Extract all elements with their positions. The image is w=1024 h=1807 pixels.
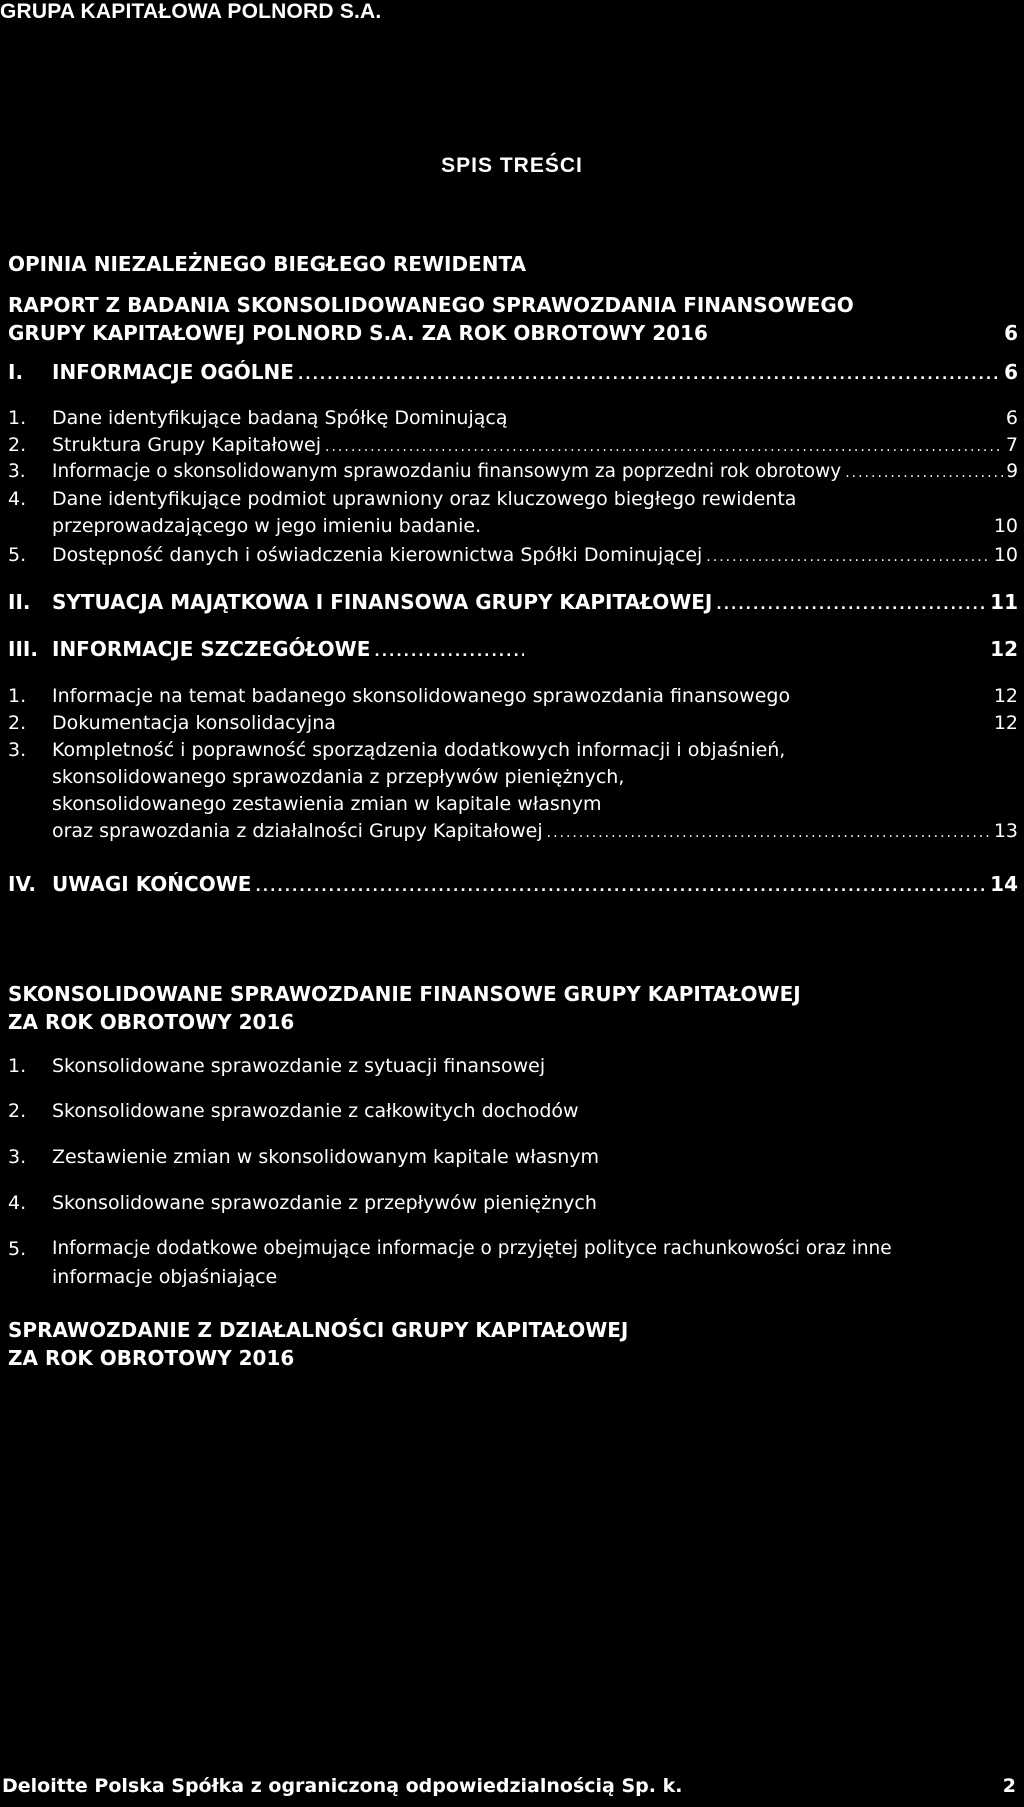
item-number: 5. [8,544,27,566]
toc-item [8,407,1018,429]
item-title: Zestawienie zmian w skonsolidowanym kapitale własnym [52,1146,600,1168]
page-number: 12 [993,685,1018,707]
item-title-line1: Informacje dodatkowe obejmujące informacje o przyjętej polityce rachunkowości oraz inne [52,1238,892,1259]
page-number: 10 [993,544,1018,566]
page-number: 11 [990,590,1018,614]
item-number: 2. [8,1100,27,1122]
dot-leader [255,879,987,895]
item-number: 1. [8,685,27,707]
report-heading-line2: GRUPY KAPITAŁOWEJ POLNORD S.A. ZA ROK OBROTOWY 2016 [8,321,708,345]
item-title-line1: Dane identyfikujące podmiot uprawniony oraz kluczowego biegłego rewidenta [52,488,797,510]
toc-section-4 [8,872,1018,896]
toc-section-1 [8,360,1018,384]
dot-leader [716,597,987,613]
statements-heading-line2: ZA ROK OBROTOWY 2016 [8,1010,295,1034]
item-number: 3. [8,739,27,761]
dot-leader [298,367,1001,383]
dot-leader [845,465,1003,481]
item-title-line2: przeprowadzającego w jego imieniu badanie. [52,515,482,537]
dot-leader [547,825,991,841]
page-number: 9 [1006,461,1018,482]
report-heading-line1: RAPORT Z BADANIA SKONSOLIDOWANEGO SPRAWOZDANIA FINANSOWEGO [8,293,854,317]
page-number: 6 [1004,360,1018,384]
toc-section-3 [8,637,1018,661]
section-title: UWAGI KOŃCOWE [52,872,252,896]
toc-section-2 [8,590,1018,614]
report-heading-line2-row [8,321,1018,345]
page-number: 12 [993,712,1018,734]
section-number: II. [8,590,31,614]
item-title: Dane identyfikujące badaną Spółkę Dominującą [52,407,508,429]
item-number: 1. [8,407,27,429]
item-title: Dokumentacja konsolidacyjna [52,712,336,734]
item-title: Skonsolidowane sprawozdanie z przepływów pieniężnych [52,1192,597,1214]
toc-item [8,739,1018,847]
item-number: 3. [8,1146,27,1168]
page-number: 12 [990,637,1018,661]
item-title: Skonsolidowane sprawozdanie z sytuacji finansowej [52,1055,546,1077]
section-title: INFORMACJE OGÓLNE [52,360,294,384]
toc-item [8,544,1018,566]
statement-item [8,1055,1018,1077]
toc-item [8,685,1018,707]
item-title-line2: skonsolidowanego sprawozdania z przepływów pieniężnych, [52,766,625,788]
opinion-heading: OPINIA NIEZALEŻNEGO BIEGŁEGO REWIDENTA [8,252,527,276]
page-number: 7 [1005,434,1018,456]
footer-firm-name: Deloitte Polska Spółka z ograniczoną odpowiedzialnością Sp. k. [2,1775,683,1797]
page-number: 6 [1004,321,1018,345]
item-title-line4: oraz sprawozdania z działalności Grupy Kapitałowej [52,820,543,842]
item-title: Informacje na temat badanego skonsolidowanego sprawozdania finansowego [52,685,791,707]
item-title-line3: skonsolidowanego zestawienia zmian w kapitale własnym [52,793,602,815]
section-number: IV. [8,872,36,896]
footer-page-number: 2 [1002,1775,1016,1797]
item-title: Dostępność danych i oświadczenia kierownictwa Spółki Dominującej [52,544,703,566]
document-header: GRUPA KAPITAŁOWA POLNORD S.A. [0,0,382,23]
item-number: 2. [8,434,27,456]
dot-leader [374,644,524,660]
item-title: Informacje o skonsolidowanym sprawozdaniu finansowym za poprzedni rok obrotowy [52,461,842,482]
item-number: 1. [8,1055,27,1077]
toc-item [8,712,1018,734]
toc-item [8,488,1018,542]
item-title: Skonsolidowane sprawozdanie z całkowitych dochodów [52,1100,579,1122]
activity-report-heading-line2: ZA ROK OBROTOWY 2016 [8,1346,295,1370]
statement-item [8,1238,1018,1294]
item-number: 3. [8,461,26,482]
section-title: INFORMACJE SZCZEGÓŁOWE [52,637,371,661]
activity-report-heading-line1: SPRAWOZDANIE Z DZIAŁALNOŚCI GRUPY KAPITAŁOWEJ [8,1318,629,1342]
statements-heading-line1: SKONSOLIDOWANE SPRAWOZDANIE FINANSOWE GRUPY KAPITAŁOWEJ [8,982,801,1006]
item-title-line1: Kompletność i poprawność sporządzenia dodatkowych informacji i objaśnień, [52,739,786,761]
item-number: 5. [8,1238,27,1260]
item-number: 4. [8,488,27,510]
page-number: 14 [990,872,1018,896]
item-number: 2. [8,712,27,734]
page-title: SPIS TREŚCI [441,154,583,177]
section-title: SYTUACJA MAJĄTKOWA I FINANSOWA GRUPY KAPITAŁOWEJ [52,590,713,614]
statement-item [8,1100,1018,1122]
statement-item [8,1192,1018,1214]
item-title: Struktura Grupy Kapitałowej [52,434,322,456]
statement-item [8,1146,1018,1168]
section-number: III. [8,637,38,661]
toc-item [8,434,1018,456]
toc-item [8,461,1018,482]
page-number: 6 [1005,407,1018,429]
item-title-line2: informacje objaśniające [52,1266,278,1288]
dot-leader [706,549,991,565]
item-number: 4. [8,1192,27,1214]
page-number: 13 [993,820,1018,842]
section-number: I. [8,360,24,384]
page-number: 10 [993,515,1018,537]
dot-leader [325,439,1003,455]
